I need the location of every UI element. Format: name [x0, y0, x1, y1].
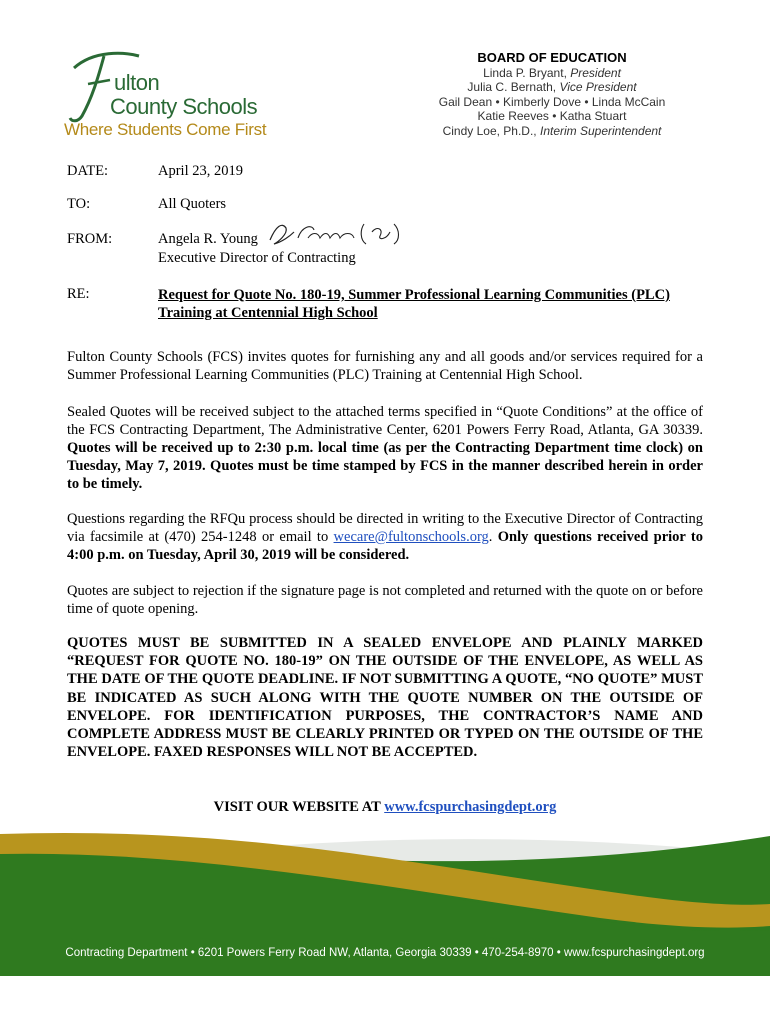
from-title: Executive Director of Contracting: [158, 250, 356, 266]
board-members-1: Gail Dean • Kimberly Dove • Linda McCain: [438, 94, 666, 109]
logo-line-2: County Schools: [110, 94, 258, 119]
footer-swoosh-graphic: [0, 826, 770, 1024]
board-members-2: Katie Reeves • Katha Stuart: [477, 109, 627, 123]
handwritten-signature: [268, 218, 408, 248]
re-subject: Request for Quote No. 180-19, Summer Professional Learning Communities (PLC) Training at Centennial High School: [158, 287, 670, 321]
to-label: TO:: [67, 196, 91, 212]
board-title: BOARD OF EDUCATION: [477, 50, 627, 65]
email-link[interactable]: wecare@fultonschools.org: [333, 529, 489, 545]
board-president: Linda P. Bryant, President: [483, 65, 621, 80]
date-label: DATE:: [67, 163, 109, 179]
paragraph-invitation: Fulton County Schools (FCS) invites quotes for furnishing any and all goods and/or services required for a Summer Professional Learning Communities (PLC) Training at Centennial High School.: [67, 349, 703, 383]
board-superintendent: Cindy Loe, Ph.D., Interim Superintendent: [442, 123, 662, 138]
from-name: Angela R. Young: [158, 231, 258, 247]
paragraph-submission-instructions: QUOTES MUST BE SUBMITTED IN A SEALED ENVELOPE AND PLAINLY MARKED “REQUEST FOR QUOTE NO. 180-19” ON THE OUTSIDE OF THE ENVELOPE, AS WELL AS THE DATE OF THE QUOTE DEADLINE. IF NOT SUBMITTING A QUOTE, “NO QUOTE” MUST BE INDICATED AS SUCH ALONG WITH THE QUOTE NUMBER ON THE OUTSIDE OF ENVELOPE. FOR IDENTIFICATION PURPOSES, THE CONTRACTOR’S NAME AND COMPLETE ADDRESS MUST BE CLEARLY PRINTED OR TYPED ON THE OUTSIDE OF THE ENVELOPE. FAXED RESPONSES WILL NOT BE ACCEPTED.: [67, 635, 703, 761]
board-vice-president: Julia C. Bernath, Vice President: [467, 80, 637, 94]
paragraph-questions: Questions regarding the RFQu process should be directed in writing to the Executive Director of Contracting via facsimile at (470) 254-1248 or email to wecare@fultonschools.org. Only questions received prior to 4:00 p.m. on Tuesday, April 30, 2019 will be considered.: [67, 511, 704, 563]
footer-contact-line: Contracting Department • 6201 Powers Ferry Road NW, Atlanta, Georgia 30339 • 470-254-8970 • www.fcspurchasingdept.org: [65, 947, 705, 959]
logo-tagline: Where Students Come First: [64, 120, 267, 139]
logo-line-1: ulton: [114, 70, 160, 95]
visit-website-line: VISIT OUR WEBSITE AT www.fcspurchasingdept.org: [213, 799, 557, 815]
date-value: April 23, 2019: [158, 163, 243, 179]
from-label: FROM:: [67, 231, 113, 247]
to-value: All Quoters: [158, 196, 227, 212]
paragraph-rejection: Quotes are subject to rejection if the signature page is not completed and returned with the quote on or before time of quote opening.: [67, 583, 703, 617]
website-link[interactable]: www.fcspurchasingdept.org: [384, 799, 557, 815]
board-of-education-block: [422, 51, 682, 138]
re-label: RE:: [67, 286, 90, 302]
paragraph-sealed-quotes: Sealed Quotes will be received subject to the attached terms specified in “Quote Conditions” at the office of the FCS Contracting Department, The Administrative Center, 6201 Powers Ferry Road, Atlanta, GA 30339. Quotes will be received up to 2:30 p.m. local time (as per the Contracting Department time clock) on Tuesday, May 7, 2019. Quotes must be time stamped by FCS in the manner described herein in order to be timely.: [67, 404, 703, 492]
fulton-county-schools-logo: [64, 48, 267, 140]
